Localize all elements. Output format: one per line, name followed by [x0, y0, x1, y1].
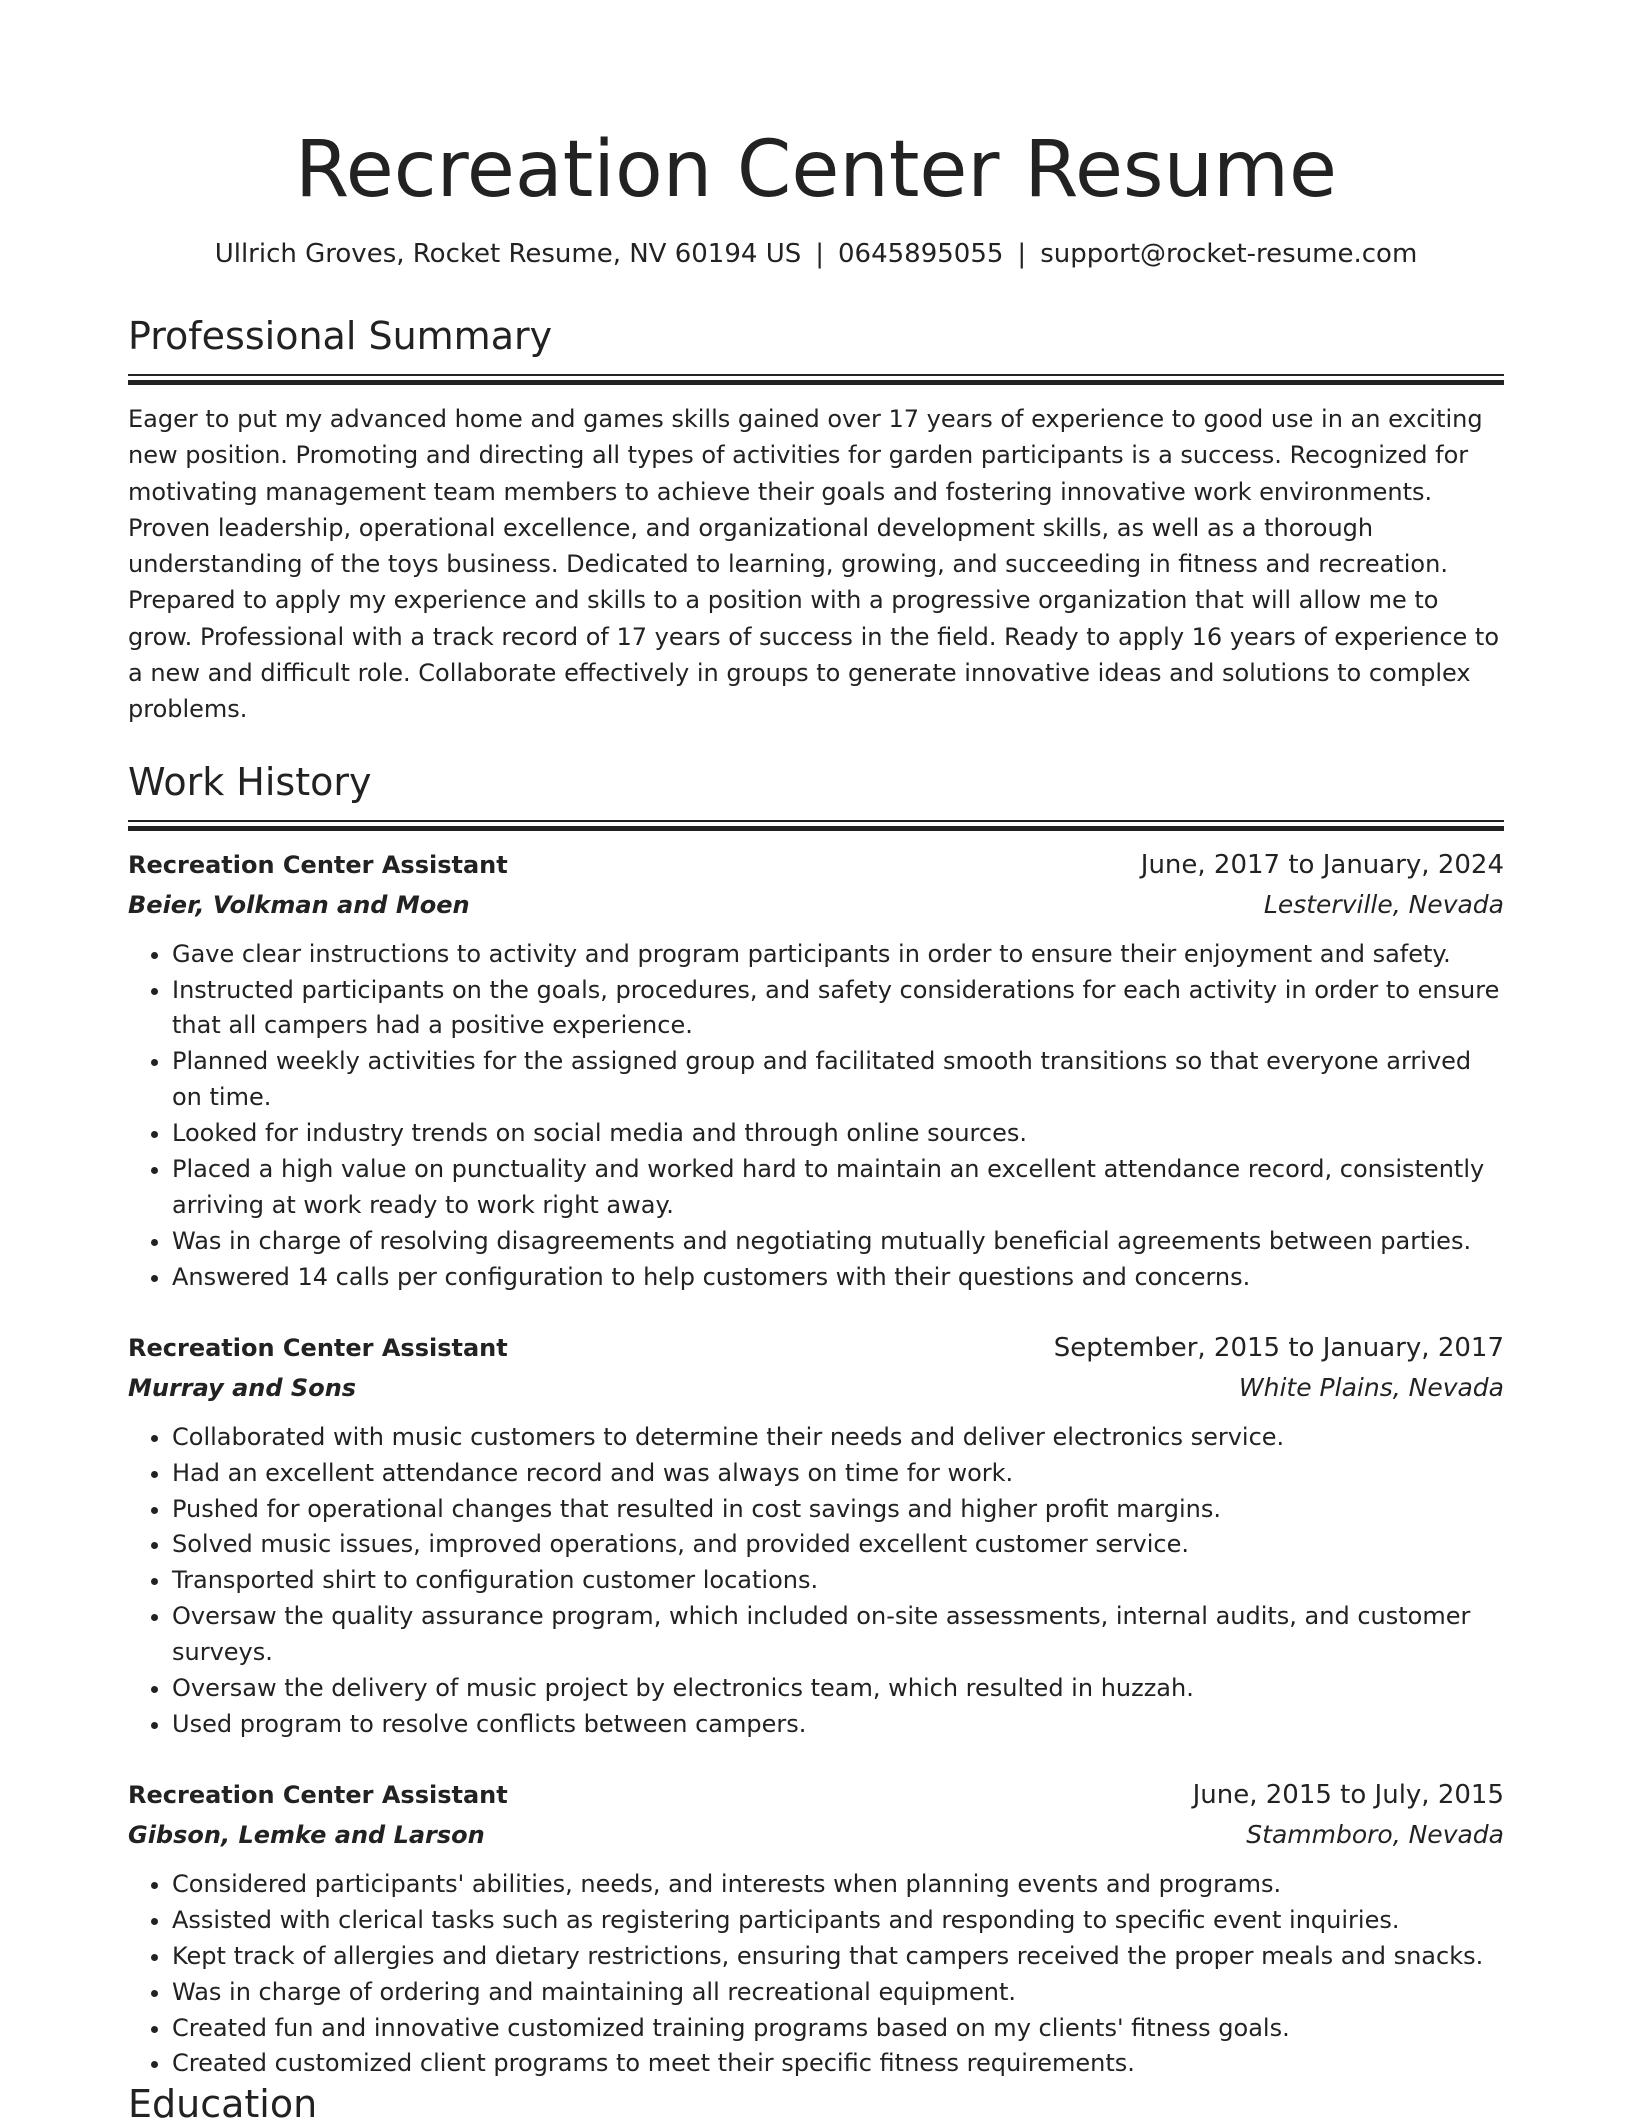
- duty-item: • Used program to resolve conflicts between campers.: [172, 1707, 1504, 1743]
- duty-item: • Answered 14 calls per configuration to help customers with their questions and concerns.: [172, 1260, 1504, 1296]
- section-heading-summary: Professional Summary: [128, 314, 553, 358]
- duty-item: • Was in charge of resolving disagreements and negotiating mutually beneficial agreements between parties.: [172, 1224, 1504, 1260]
- duty-item: • Had an excellent attendance record and was always on time for work.: [172, 1456, 1504, 1492]
- duty-item: • Oversaw the quality assurance program, which included on-site assessments, internal audits, and customer surveys.: [172, 1599, 1504, 1671]
- section-divider: [128, 374, 1504, 385]
- contact-separator: |: [815, 239, 824, 269]
- professional-summary-section: [128, 312, 1504, 728]
- duty-item: • Transported shirt to configuration customer locations.: [172, 1563, 1504, 1599]
- contact-separator: |: [1017, 239, 1027, 269]
- job-header: [128, 845, 1504, 885]
- job-location: Lesterville, Nevada: [1263, 889, 1504, 919]
- contact-address: Ullrich Groves, Rocket Resume, NV 60194 US: [214, 239, 802, 269]
- job-dates: September, 2015 to January, 2017: [1053, 1332, 1504, 1363]
- duty-item: • Oversaw the delivery of music project by electronics team, which resulted in huzzah.: [172, 1671, 1504, 1707]
- resume-page: [128, 0, 1504, 2126]
- job-duties-list: [128, 937, 1504, 1296]
- duty-item: • Planned weekly activities for the assigned group and facilitated smooth transitions so that everyone arrived on time.: [172, 1044, 1504, 1116]
- section-heading-work: Work History: [128, 759, 372, 804]
- job-dates: June, 2015 to July, 2015: [1192, 1779, 1504, 1810]
- job-duties-list: [128, 1420, 1504, 1743]
- duty-item: • Created customized client programs to meet their specific fitness requirements.: [172, 2046, 1504, 2082]
- contact-email: support@rocket-resume.com: [1040, 239, 1418, 269]
- duty-item: • Assisted with clerical tasks such as registering participants and responding to specific event inquiries.: [172, 1903, 1504, 1939]
- job-title: Recreation Center Assistant: [128, 1780, 508, 1809]
- duty-item: • Was in charge of ordering and maintaining all recreational equipment.: [172, 1975, 1504, 2011]
- job-dates: June, 2017 to January, 2024: [1140, 849, 1504, 880]
- work-history-section: [128, 758, 1504, 2083]
- duty-item: • Instructed participants on the goals, procedures, and safety considerations for each activity in order to ensure that all campers had a positive experience.: [172, 973, 1504, 1045]
- section-heading-education: Education: [128, 2082, 318, 2126]
- duty-item: • Kept track of allergies and dietary restrictions, ensuring that campers received the proper meals and snacks.: [172, 1939, 1504, 1975]
- duty-item: • Created fun and innovative customized training programs based on my clients' fitness goals.: [172, 2011, 1504, 2047]
- contact-line: [128, 236, 1504, 272]
- duty-item: • Solved music issues, improved operations, and provided excellent customer service.: [172, 1527, 1504, 1563]
- job-title: Recreation Center Assistant: [128, 850, 508, 879]
- resume-title: Recreation Center Resume: [295, 125, 1337, 215]
- job-subheader: [128, 1368, 1504, 1408]
- job-title: Recreation Center Assistant: [128, 1333, 508, 1362]
- summary-paragraph: Eager to put my advanced home and games skills gained over 17 years of experience to good use in an exciting new position. Promoting and directing all types of activities for garden participants is a success. Recognized for motivating management team members to achieve their goals and fostering innovative work environments. Proven leadership, operational excellence, and organizational development skills, as well as a thorough understanding of the toys business. Dedicated to learning, growing, and succeeding in fitness and recreation. Prepared to apply my experience and skills to a position with a progressive organization that will allow me to grow. Professional with a track record of 17 years of success in the field. Ready to apply 16 years of experience to a new and difficult role. Collaborate effectively in groups to generate innovative ideas and solutions to complex problems.: [128, 405, 1500, 724]
- job-company: Beier, Volkman and Moen: [128, 890, 470, 919]
- job-header: [128, 1775, 1504, 1815]
- job-subheader: [128, 885, 1504, 925]
- duty-item: • Gave clear instructions to activity and program participants in order to ensure their enjoyment and safety.: [172, 937, 1504, 973]
- job-entry: [128, 845, 1504, 1296]
- duty-item: • Pushed for operational changes that resulted in cost savings and higher profit margins.: [172, 1492, 1504, 1528]
- job-subheader: [128, 1815, 1504, 1855]
- job-header: [128, 1328, 1504, 1368]
- job-entry: [128, 1328, 1504, 1743]
- job-location: White Plains, Nevada: [1238, 1372, 1504, 1402]
- duty-item: • Considered participants' abilities, needs, and interests when planning events and programs.: [172, 1867, 1504, 1903]
- duty-item: • Looked for industry trends on social media and through online sources.: [172, 1116, 1504, 1152]
- duty-item: • Placed a high value on punctuality and worked hard to maintain an excellent attendance record, consistently arriving at work ready to work right away.: [172, 1152, 1504, 1224]
- section-divider: [128, 820, 1504, 831]
- duty-item: • Collaborated with music customers to determine their needs and deliver electronics service.: [172, 1420, 1504, 1456]
- job-location: Stammboro, Nevada: [1246, 1819, 1504, 1849]
- job-entry: [128, 1775, 1504, 2082]
- contact-phone: 0645895055: [838, 239, 1004, 269]
- job-duties-list: [128, 1867, 1504, 2082]
- job-company: Murray and Sons: [128, 1373, 357, 1402]
- job-company: Gibson, Lemke and Larson: [128, 1820, 485, 1849]
